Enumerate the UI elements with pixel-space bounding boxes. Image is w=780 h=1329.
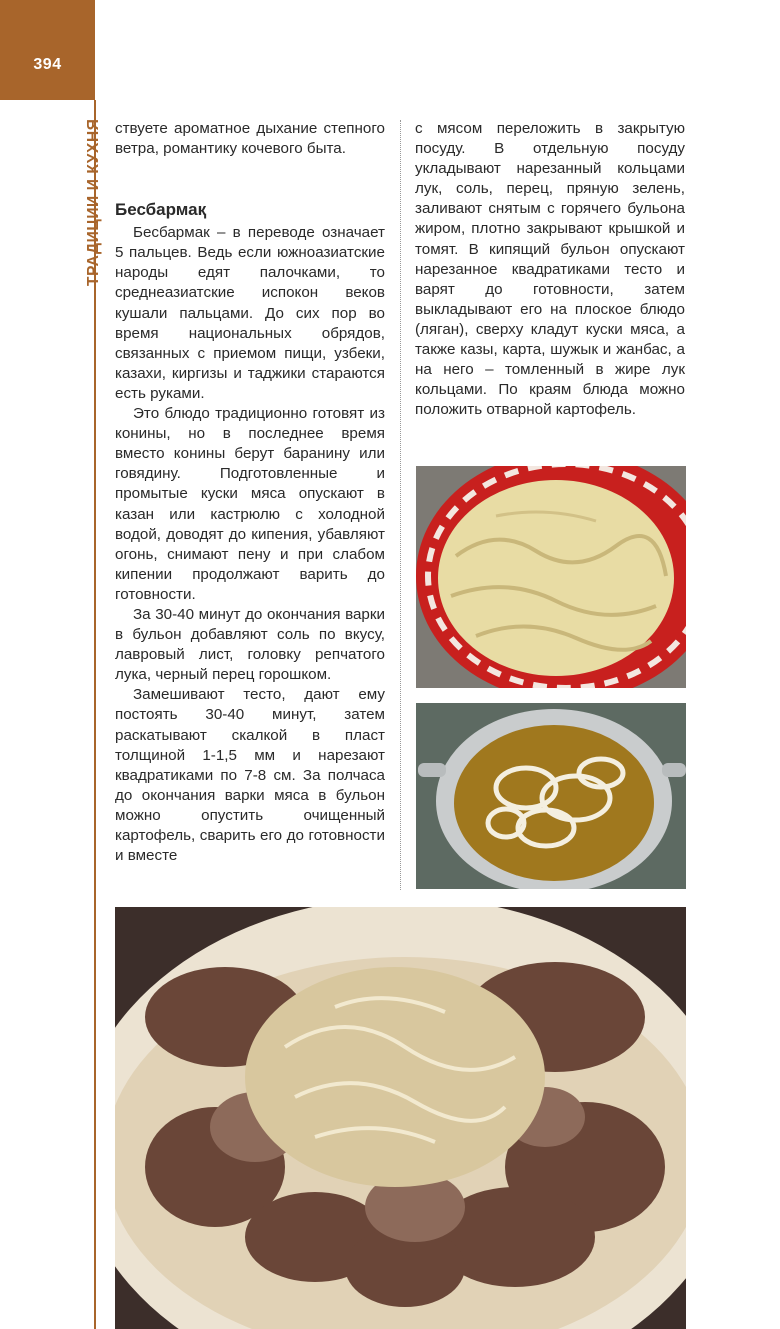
paragraph: Это блюдо традиционно готовят из конины, но в последнее время вместо конины берут баранину или говядину. Подготовленные и промытые куски мяса опускают в казан или кастрюлю с холодной водой, доводят до кипения, убавляют огонь, снимают пену и при слабом кипении продолжают варить до готовности. (115, 405, 385, 603)
photo-dough-on-plate (416, 466, 686, 688)
paragraph: с мясом переложить в закрытую посуду. В отдельную посуду укладывают нарезанный кольцами лук, соль, перец, пряную зелень, заливают снятым с горячего бульона жиром, плотно закрывают крышкой и томят. В кипящий бульон опускают нарезанное квадратиками тесто и варят до готовности, затем выкладывают его на плоское блюдо (ляган), сверху кладут куски мяса, а также казы, карта, шужык и жанбас, а на него – томленный в жире лук кольцами. По краям блюда можно положить отварной картофель. (415, 120, 685, 419)
recipe-heading: Бесбармақ (115, 200, 207, 219)
paragraph: Замешивают тесто, дают ему постоять 30-40 минут, затем раскатывают скалкой в пласт толщиной 1-1,5 мм и нарезают квадратиками по 7-8 см. За полчаса до окончания варки мяса в бульон можно опустить очищенный картофель, сварить его до готовности и вместе (115, 686, 385, 865)
photo-beshbarmak-dish (115, 907, 686, 1329)
left-column (115, 119, 385, 866)
page-number-tab (0, 0, 95, 100)
photo-onions-in-pot (416, 703, 686, 889)
paragraph-continuation: ствуете ароматное дыхание степного ветра, романтику кочевого быта. (115, 120, 385, 158)
section-title: ТРАДИЦИИ И КУХНЯ (85, 118, 102, 286)
paragraph: Бесбармак – в переводе означает 5 пальцев. Ведь если южноазиатские народы едят палочками, то среднеазиатские испокон веков кушали пальцами. До сих пор во время национальных обрядов, связанных с приемом пищи, узбеки, казахи, киргизы и таджики стараются есть руками. (115, 224, 385, 402)
paragraph: За 30-40 минут до окончания варки в бульон добавляют соль по вкусу, лавровый лист, головку репчатого лука, черный перец горошком. (115, 605, 385, 684)
column-divider (400, 120, 401, 890)
right-column (415, 119, 685, 420)
page-number: 394 (33, 56, 62, 73)
